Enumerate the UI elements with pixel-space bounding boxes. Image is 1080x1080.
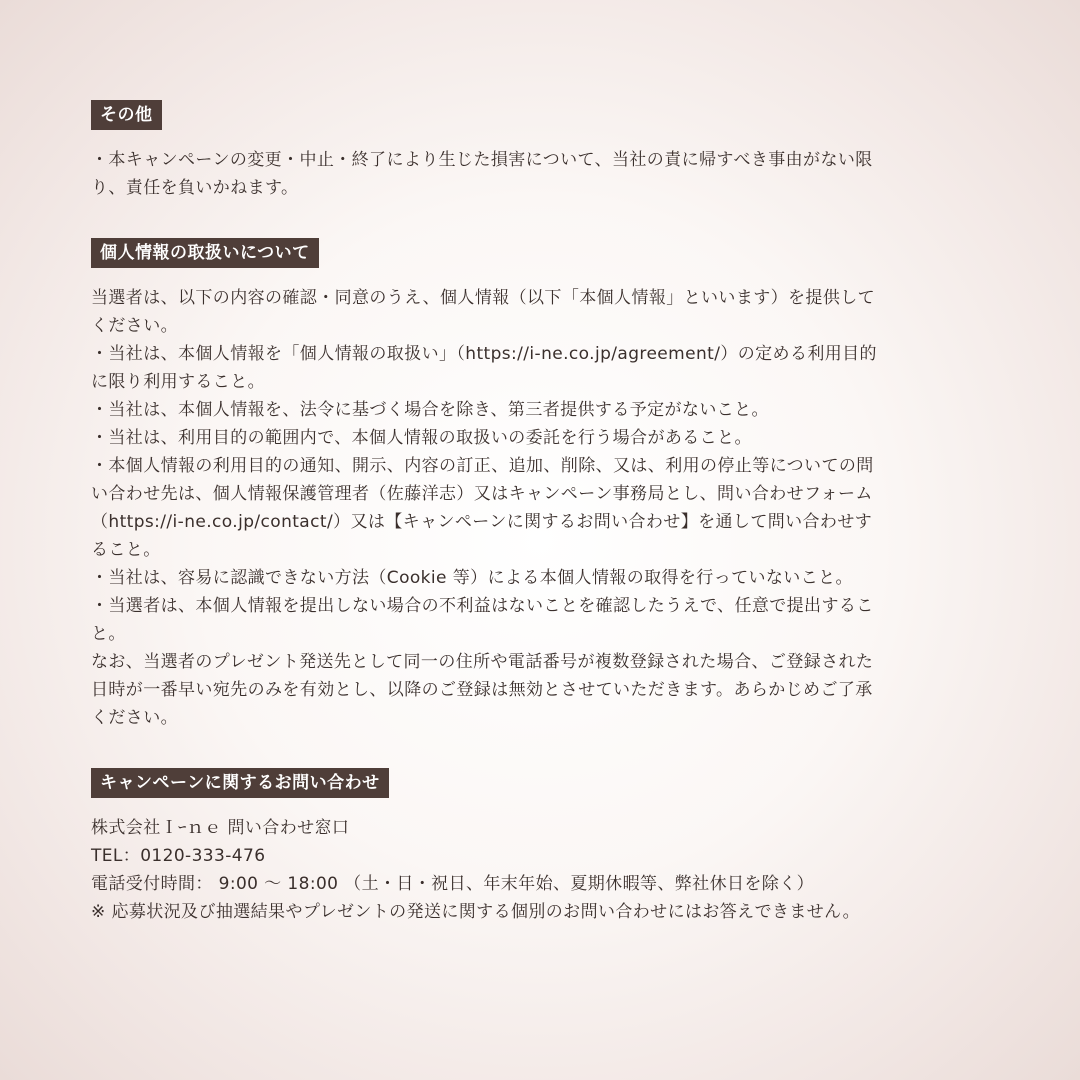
text-line: に限り利用すること。 bbox=[91, 372, 265, 392]
text-line: ・当社は、容易に認識できない方法（Cookie 等）による本個人情報の取得を行っていないこと。 bbox=[91, 568, 853, 588]
section-privacy bbox=[91, 238, 877, 728]
section-contact bbox=[91, 768, 860, 922]
privacy-body-text bbox=[91, 284, 877, 732]
text-line: ・本キャンペーンの変更・中止・終了により生じた損害について、当社の責に帰すべき事由がない限 bbox=[91, 150, 873, 170]
text-line: い合わせ先は、個人情報保護管理者（佐藤洋志）又はキャンペーン事務局とし、問い合わせフォーム bbox=[91, 484, 873, 504]
other-body-text bbox=[91, 146, 873, 202]
contact-hours-line: 電話受付時間： 9:00 〜 18:00 （土・日・祝日、年末年始、夏期休暇等、弊社休日を除く） bbox=[91, 874, 814, 894]
text-line: り、責任を負いかねます。 bbox=[91, 178, 299, 198]
section-heading-contact: キャンペーンに関するお問い合わせ bbox=[91, 768, 389, 798]
text-line: ・当社は、利用目的の範囲内で、本個人情報の取扱いの委託を行う場合があること。 bbox=[91, 428, 752, 448]
text-line: （https://i-ne.co.jp/contact/）又は【キャンペーンに関するお問い合わせ】を通して問い合わせす bbox=[91, 512, 873, 532]
text-line: ・当社は、本個人情報を「個人情報の取扱い」（https://i-ne.co.jp/agreement/）の定める利用目的 bbox=[91, 344, 877, 364]
section-heading-privacy: 個人情報の取扱いについて bbox=[91, 238, 319, 268]
section-heading-other: その他 bbox=[91, 100, 162, 130]
text-line: ・本個人情報の利用目的の通知、開示、内容の訂正、追加、削除、又は、利用の停止等についての問 bbox=[91, 456, 874, 476]
text-line: ること。 bbox=[91, 540, 161, 560]
section-other bbox=[91, 100, 873, 198]
text-line: なお、当選者のプレゼント発送先として同一の住所や電話番号が複数登録された場合、ご登録された bbox=[91, 652, 874, 672]
text-line: ・当社は、本個人情報を、法令に基づく場合を除き、第三者提供する予定がないこと。 bbox=[91, 400, 769, 420]
text-line: 当選者は、以下の内容の確認・同意のうえ、個人情報（以下「本個人情報」といいます）を提供して bbox=[91, 288, 876, 308]
contact-tel-line: TEL：0120-333-476 bbox=[91, 846, 266, 866]
text-line: と。 bbox=[91, 624, 126, 644]
text-line: ・当選者は、本個人情報を提出しない場合の不利益はないことを確認したうえで、任意で提出するこ bbox=[91, 596, 874, 616]
text-line: ください。 bbox=[91, 316, 178, 336]
text-line: ください。 bbox=[91, 708, 178, 728]
text-line: 日時が一番早い宛先のみを有効とし、以降のご登録は無効とさせていただきます。あらかじめご了承 bbox=[91, 680, 873, 700]
contact-note-line: ※ 応募状況及び抽選結果やプレゼントの発送に関する個別のお問い合わせにはお答えできません。 bbox=[91, 902, 860, 922]
contact-company-line: 株式会社Ｉｰｎｅ 問い合わせ窓口 bbox=[91, 818, 350, 838]
contact-body-text bbox=[91, 814, 860, 926]
